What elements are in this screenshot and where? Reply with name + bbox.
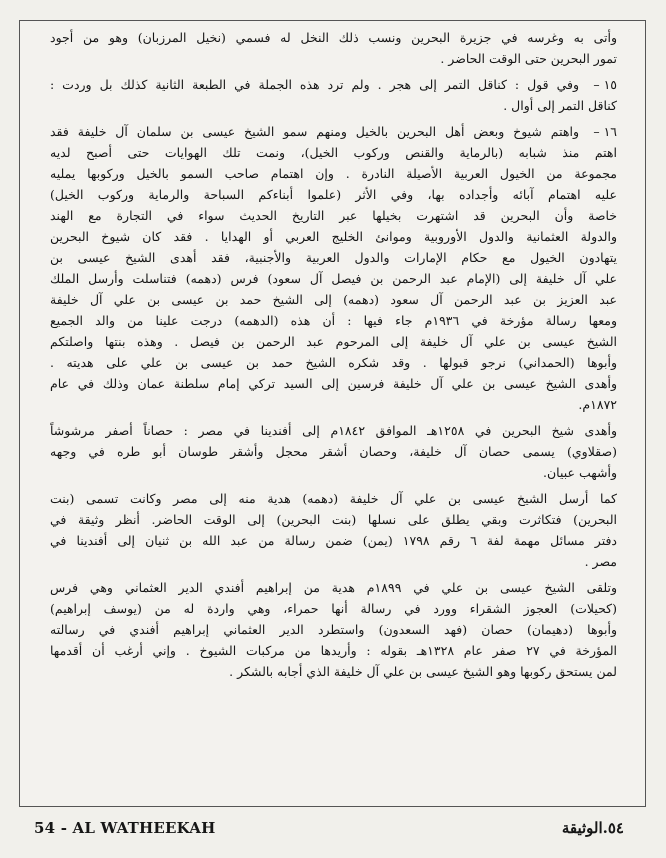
- footnote-paragraph: [50, 74, 617, 116]
- text-paragraph: [50, 488, 617, 572]
- text-line: عبد العزيز بن عبد الرحمن آل سعود (دهمه) إلى الشيخ حمد بن عيسى بن علي آل خليفة: [50, 292, 617, 307]
- text-paragraph: [50, 420, 617, 483]
- text-line: اهتم منذ شبابه (بالرماية والقنص وركوب الخيل)، ونمت تلك الهوايات حتى أصبح لديه: [50, 145, 617, 160]
- footer-page-label-arabic: ٥٤.الوثيقة: [561, 819, 624, 837]
- text-line: وأبوها (الحمداني) نرجو قبولها . وقد شكره الشيخ حمد بن عيسى بن علي على هديته .: [50, 355, 617, 370]
- text-line: والدولة العثمانية والدول الأوروبية وموانئ الخليج العربي أو الهدايا . فقد كان شيوخ البحرين: [50, 229, 617, 244]
- text-line: وأشهب عبيان.: [543, 465, 617, 480]
- text-line: واهتم شيوخ وبعض أهل البحرين بالخيل ومنهم سمو الشيخ عيسى بن سلمان آل خليفة فقد: [50, 124, 579, 139]
- text-line: علي آل خليفة إلى (الإمام عبد الرحمن بن فيصل آل سعود) فرس (دهمه) فتناسلت وأرسل الملك: [50, 271, 617, 286]
- text-line: خاصة وأن البحرين قد اشتهرت بخيلها عبر التاريخ الحديث سواء في التجارة مع الهند: [50, 208, 617, 223]
- text-line: وأتى به وغرسه في جزيرة البحرين ونسب ذلك النخل له فسمي (نخيل المرزبان) وهو من أجود: [50, 30, 617, 45]
- text-line: (كحيلات) العجوز الشقراء وورد في رسالة أنها حمراء، وهي واردة له من (يوسف إبراهيم): [50, 601, 617, 616]
- text-line: ومعها رسالة مؤرخة في ١٩٣٦م جاء فيها : أن هذه (الدهمه) درجت علينا من والد الجميع: [50, 313, 617, 328]
- text-paragraph: [50, 577, 617, 682]
- page-frame: [19, 20, 646, 807]
- text-line: عليه اهتمام آبائه وأجداده بها، وفي الأثر (علموا أبناءكم السباحة والرماية وركوب الخيل): [50, 187, 617, 202]
- text-line: (صقلاوي) يسمى حصان آل خليفة، وحصان أشقر محجل وأشقر طوسان أبو طره في وجهه: [50, 444, 617, 459]
- footnote-number: ١٦ –: [593, 124, 617, 139]
- text-line: وأهدى الشيخ عيسى بن علي آل خليفة فرسين إلى السيد تركي إمام سلطنة عمان وذلك في عام: [50, 376, 617, 391]
- page-footer: [0, 811, 666, 841]
- text-line: مجموعة من الخيول العربية الأصيلة النادرة . وإن اهتمام صاحب السمو بالخيل وركوبها يمليه: [50, 166, 617, 181]
- text-line: لمن يستحق ركوبها وهو الشيخ عيسى بن علي آل خليفة الذي أجابه بالشكر .: [229, 664, 617, 679]
- text-line: المؤرخة في ٢٧ صفر عام ١٣٢٨هـ بقوله : وأريدها من مركبات الشيوخ . وإني أرغب أن أقدمها: [50, 643, 617, 658]
- text-line: تمور البحرين حتى الوقت الحاضر .: [440, 51, 617, 66]
- text-paragraph: [50, 27, 617, 69]
- text-line: وفي قول : كناقل التمر إلى هجر . ولم ترد هذه الجملة في الطبعة الثانية كذلك بل وردت :: [50, 77, 579, 92]
- text-line: كما أرسل الشيخ عيسى بن علي آل خليفة (دهمه) هدية منه إلى مصر وكانت تسمى (بنت: [50, 491, 617, 506]
- text-line: يتهادون الخيول مع حكام الإمارات والدول العربية والأجنبية، فقد أهدى الشيخ عيسى بن: [50, 250, 617, 265]
- text-line: دفتر مسائل مهمة لفة ٦ رقم ١٧٩٨ (يمن) ضمن رسالة من عبد الله بن ثنيان إلى أفندينا في: [50, 533, 617, 548]
- text-line: وأهدى شيخ البحرين في ١٢٥٨هـ الموافق ١٨٤٢م إلى أفندينا في مصر : حصاناً أصفر مرشوشاً: [50, 423, 617, 438]
- footnote-paragraph: [50, 121, 617, 415]
- text-line: ١٨٧٢م.: [578, 397, 617, 412]
- text-line: وأبوها (دهيمان) حصان (فهد السعدون) واستطرد الدير العثماني إبراهيم أفندي في رسالته: [50, 622, 617, 637]
- text-line: وتلقى الشيخ عيسى بن علي في ١٨٩٩م هدية من إبراهيم أفندي الدير العثماني وهي فرس: [50, 580, 617, 595]
- text-line: كناقل التمر إلى أوال .: [503, 98, 617, 113]
- footnote-number: ١٥ –: [593, 77, 617, 92]
- text-line: الشيخ عيسى بن علي آل خليفة إلى المرحوم عبد الرحمن بن فيصل . وهذه بنتها واصلتكم: [50, 334, 617, 349]
- text-line: البحرين) فتكاثرت وبقي يطلق على نسلها (بنت البحرين) إلى الوقت الحاضر. أنظر وثيقة في: [50, 512, 617, 527]
- footer-page-label-english: 54 - AL WATHEEKAH: [34, 819, 216, 837]
- article-body: [50, 27, 617, 687]
- text-line: مصر .: [584, 554, 617, 569]
